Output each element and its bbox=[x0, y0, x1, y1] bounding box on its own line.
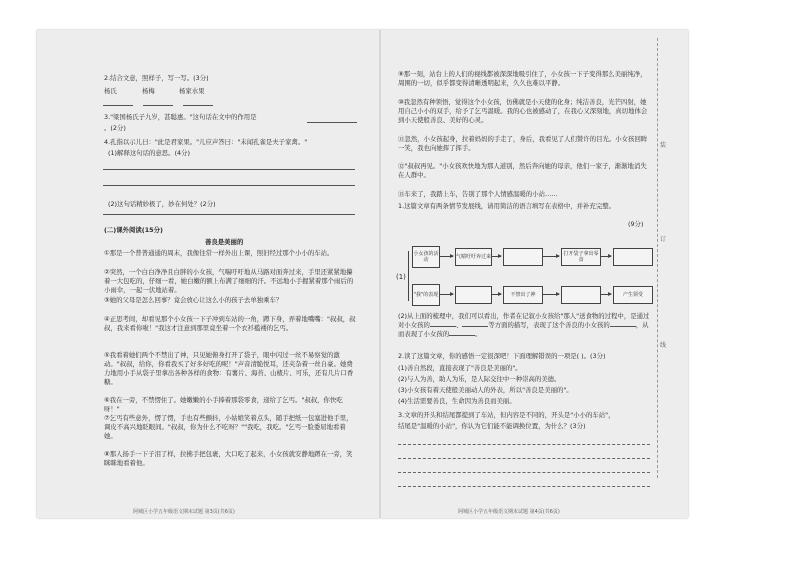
flow-box-1-2 bbox=[503, 248, 543, 266]
flow-arrow bbox=[491, 294, 501, 295]
question-4: 4.孔指以示儿曰："此是君家果。"儿应声答曰："未闻孔雀是夫子家禽。" bbox=[104, 138, 308, 146]
page-fold bbox=[379, 30, 381, 518]
answer-line bbox=[183, 105, 213, 106]
question-3-right-a: 3.文章的开头和结尾都提到了车站，但内容是不同的，开头是"小小的车站"， bbox=[398, 411, 615, 419]
paragraph-13: ⑬车来了，我踏上车，告别了那个人情感温暖的小站…… bbox=[398, 190, 558, 198]
answer-line bbox=[398, 472, 650, 473]
left-page bbox=[93, 30, 365, 518]
question-2-right: 2.读了这篇文章，你的感悟一定很深吧！下面理解错误的一项是( )。(3分) bbox=[398, 352, 606, 360]
option-4: (4)生活需要善良，生命因为善良而美丽。 bbox=[398, 397, 516, 405]
flow-arrow bbox=[543, 294, 559, 295]
answer-line bbox=[398, 486, 650, 487]
paragraph-7: ⑦乞丐有些意外，愣了愣，手也有些颤抖，小姑娘笑着点头，随手把纸一包塞进他手里，调皮不高兴地眨眼间。"叔叔，你为什么不吃呀？""我吃，我吃。"乞丐一脸委屈地看着她。 bbox=[104, 414, 353, 440]
question-2: 2.结合文意，照样子，写一写。(3分) bbox=[104, 74, 209, 82]
flow-box-1-1: 气喘吁吁奔过来 bbox=[455, 248, 492, 266]
answer-line bbox=[398, 444, 650, 445]
question-3-score: 。(2分) bbox=[104, 124, 126, 132]
section-heading: (二)课外阅读(15分) bbox=[104, 226, 163, 234]
answer-line bbox=[143, 105, 173, 106]
option-3: (3)小女孩有着天使般美丽动人的外表，所以"善良是美丽的"。 bbox=[398, 386, 573, 394]
answer-line bbox=[103, 214, 355, 215]
flow-box-1-3: 打开袋子拿出零食 bbox=[561, 248, 601, 266]
answer-line bbox=[398, 458, 650, 459]
answer-line bbox=[307, 122, 357, 123]
flow-box-1-4 bbox=[613, 248, 653, 266]
question-4-2: (2)这句话精妙极了，妙在何处？(2分) bbox=[108, 200, 216, 208]
paragraph-2: ②突然，一个白白净净且白胖的小女孩，气喘吁吁地从马路对面奔过来，手里还紧紧地攥着一大包吃的，仔细一看，她白嫩的额上布满了细细的汗。不远地小手握紧着那个雨后的小雨伞，一起一伏地站着。 bbox=[104, 268, 354, 294]
option-2: (2)与人为善，助人为乐，是人际交往中一种崇高的美德。 bbox=[398, 375, 561, 383]
row-label-me: "我"的表现 bbox=[412, 284, 440, 306]
question-4-1: (1)解释这句话的意思。(4分) bbox=[108, 149, 191, 157]
paragraph-9: ⑨那一刻，站台上的人们的视线都被深深地吸引住了，小女孩一下子变得那么美丽纯净，周围的一切，似乎都变得清晰透明起来，久久也难以平静。 bbox=[398, 70, 647, 87]
question-1-score: (9分) bbox=[628, 220, 644, 228]
flow-box-2-3 bbox=[561, 286, 601, 304]
question-1: 1.这篇文章有两条情节发展线，请用简洁的语言填写在表格中，并补充完整。 bbox=[398, 202, 615, 210]
question-3: 3."梁国杨氏子九岁，甚聪惠。"这句话在文中的作用是 bbox=[104, 113, 257, 121]
flow-arrow bbox=[600, 294, 611, 295]
binding-line bbox=[657, 38, 658, 478]
paragraph-8: ⑧那人扬手一下子泪了样，拉拂手把包裹，大口吃了起来，小女孩就安静地蹲在一旁，笑眯眯地看着他。 bbox=[104, 450, 353, 467]
article-title: 善良是美丽的 bbox=[205, 238, 244, 246]
paragraph-10: ⑩我忽然有种领悟，觉得这个小女孩，仿佛就是小天使的化身；纯洁善良，光芒四射，她用自己小小的双手，给予了乞丐温暖。我的心也被感动了，在我心又深刻地，真切地体会到小天使般善良、美好的心灵。 bbox=[398, 98, 648, 124]
binding-label-1: 装 bbox=[660, 142, 667, 149]
brace bbox=[408, 251, 409, 301]
binding-label-2: 订 bbox=[660, 236, 667, 243]
q2-word-2: 杨梅 bbox=[142, 87, 155, 95]
flow-arrow bbox=[491, 256, 501, 257]
paragraph-5: ⑤我看着她们两个不禁出了神，只见她俯身打开了袋子，眼中闪过一丝不易察觉的激动。"叔叔，给你，你看我买了好多好吃的呢！"声音清脆悦耳，还夹杂着一丝自豪。她费力地用小手从袋子里拿出各种各样的食物：有薯片、海苔、山楂片、可乐，还有几片口香糖。 bbox=[104, 351, 354, 386]
paragraph-1: ①那是一个普普通通的周末，我像往常一样外出上课，照旧经过那个小小的车站。 bbox=[104, 249, 334, 257]
paragraph-11: ⑪忽然，小女孩起身，拉着妈妈的手走了，身后，我看见了人们赞许的目光。小女孩回眸一笑，我也向她挥了挥手。 bbox=[398, 135, 648, 152]
binding-label-3: 线 bbox=[660, 342, 667, 349]
right-page bbox=[398, 30, 654, 518]
flow-arrow bbox=[543, 256, 559, 257]
flow-arrow bbox=[440, 256, 453, 257]
answer-line bbox=[103, 169, 355, 170]
paragraph-6: ⑥我在一旁，不禁愣住了。她嫩嫩的小手捧着那袋零食，递给了乞丐。"叔叔，你快吃呀！" bbox=[104, 396, 343, 413]
page-footer: 阿城区小学五年级语文期末试题 第3页(共6页) bbox=[133, 509, 235, 515]
q2-word-1: 杨氏 bbox=[104, 87, 117, 95]
paragraph-4: ④正思考间，却看见那个小女孩一下子冲到车站的一角，蹲下身，弄着地嘴嘴："叔叔，叔叔，我来看你啦！"我这才注意到那里竟坐着一个衣衫褴褛的乞丐。 bbox=[104, 315, 356, 332]
flow-box-2-1 bbox=[455, 286, 492, 304]
paragraph-12: ⑫"叔叔再见。"小女孩欢快地为那人道别，然后奔向她的母亲，他们一家子，渐渐地消失在人群中。 bbox=[398, 162, 647, 179]
question-3-right-b: 结尾是"温暖的小站"，你认为它们能不能调换位置，为什么？(3分) bbox=[398, 422, 586, 430]
question-1-2: (2)从上面的梳理中，我们可以看出，作者在记叙小女孩给"那人"送食物的过程中，是通过对小女孩的 、 等方面的描写，表现了这个善良的小女孩的 ，从而表现了小女孩的 。 bbox=[398, 312, 650, 338]
flow-box-2-4: 产生领受 bbox=[613, 286, 653, 304]
flow-arrow bbox=[600, 256, 611, 257]
paragraph-3: ③她的父母是怎么回事？竟会放心让这么小的孩子去单独乘车？ bbox=[104, 296, 283, 304]
flow-arrow bbox=[440, 294, 453, 295]
flow-box-2-2: 不禁出了神 bbox=[503, 286, 543, 304]
answer-line bbox=[103, 105, 133, 106]
plot-diagram-label: (1) bbox=[396, 273, 406, 281]
row-label-girl: 小女孩的活动 bbox=[412, 246, 440, 268]
page-footer: 阿城区小学五年级语文期末试题 第4页(共6页) bbox=[458, 509, 560, 515]
option-1: (1)善自然段，直接表现了"善良是美丽的"。 bbox=[398, 364, 522, 372]
q2-word-3: 杨家水果 bbox=[179, 87, 205, 95]
answer-line bbox=[103, 185, 355, 186]
